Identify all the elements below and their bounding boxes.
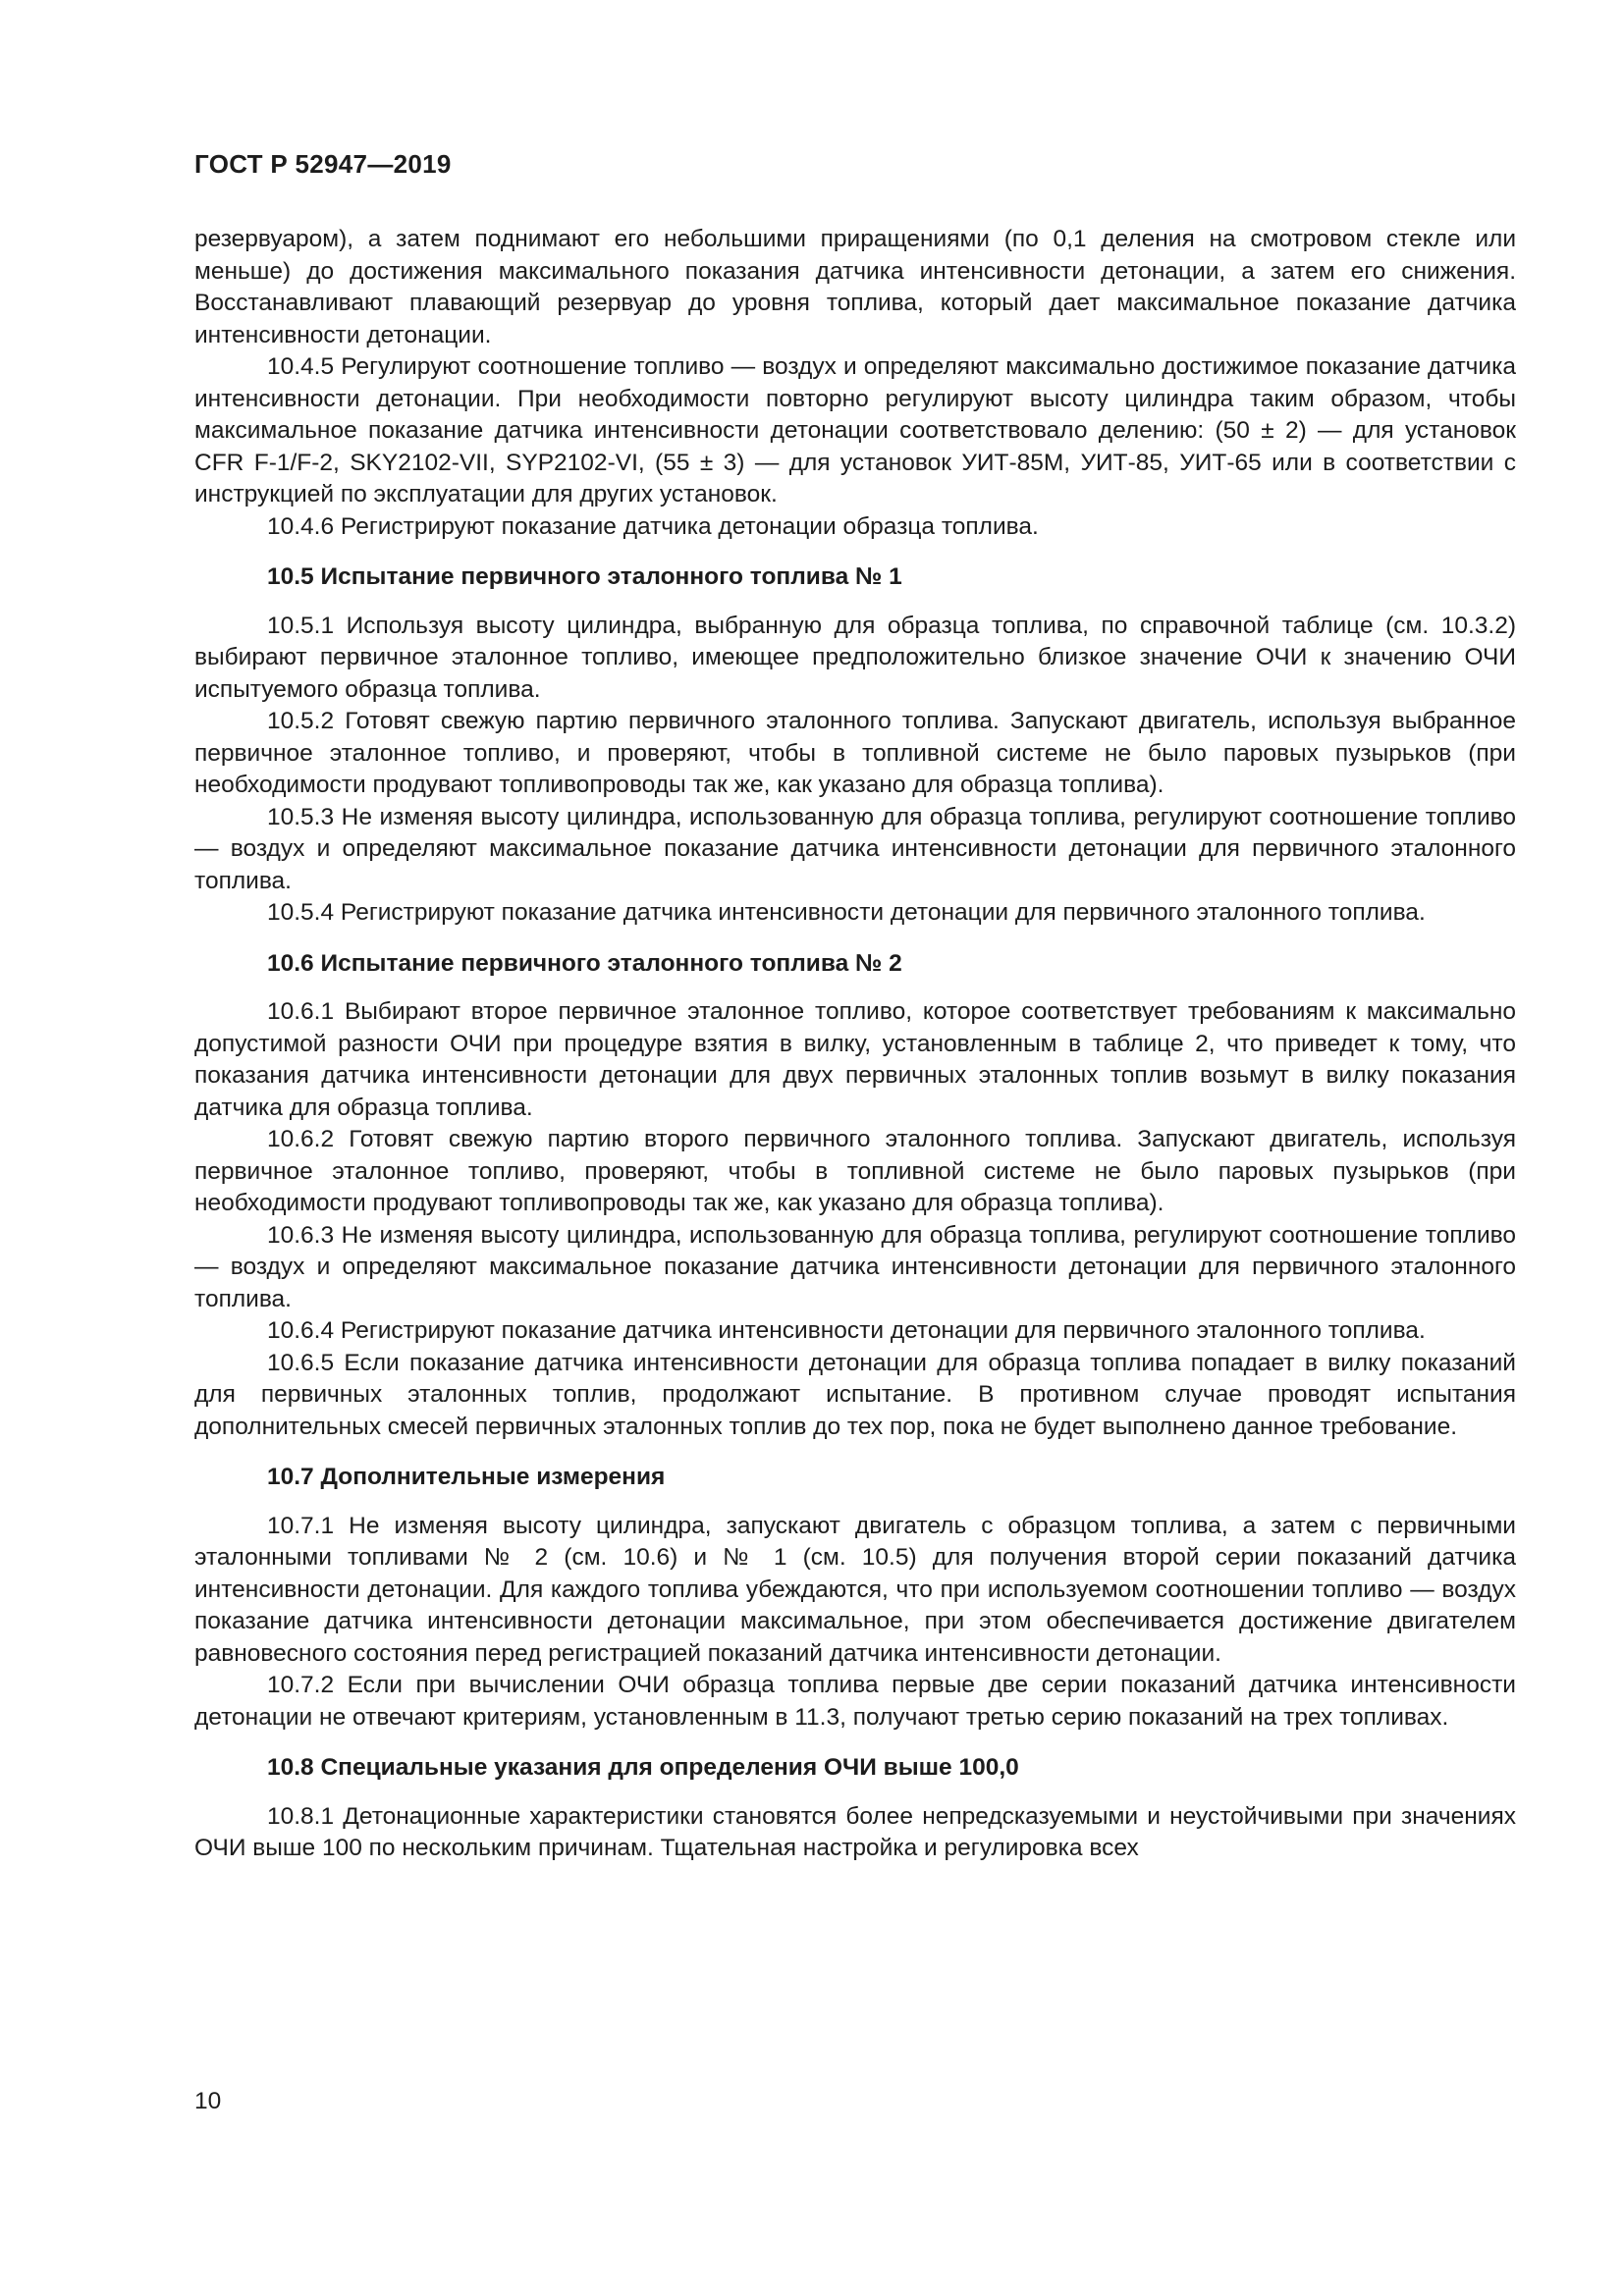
section-heading: 10.7 Дополнительные измерения xyxy=(267,1464,666,1490)
paragraph: 10.5.4 Регистрируют показание датчика интенсивности детонации для первичного эталонного топлива. xyxy=(267,899,1426,926)
document-body xyxy=(194,224,1516,1865)
paragraph: 10.6.2 Готовят свежую партию второго первичного эталонного топлива. Запускают двигатель, используя первичное эталонное топливо, проверяют, чтобы в топливной системе не было паровых пузырьков (при необходимости продувают топливопроводы так же, как указано для образца топлива). xyxy=(194,1126,1516,1216)
paragraph: 10.5.2 Готовят свежую партию первичного эталонного топлива. Запускают двигатель, используя выбранное первичное эталонное топливо, и проверяют, чтобы в топливной системе не было паровых пузырьков (при необходимости продувают топливопроводы так же, как указано для образца топлива). xyxy=(194,708,1516,798)
paragraph: 10.6.1 Выбирают второе первичное эталонное топливо, которое соответствует требованиям к максимально допустимой разности ОЧИ при процедуре взятия в вилку, установленным в таблице 2, что приведет к тому, что показания датчика интенсивности детонации для двух первичных эталонных топлив возьмут в вилку показания датчика для образца топлива. xyxy=(194,998,1516,1121)
paragraph: 10.8.1 Детонационные характеристики становятся более непредсказуемыми и неустойчивыми при значениях ОЧИ выше 100 по нескольким причинам. Тщательная настройка и регулировка всех xyxy=(194,1802,1516,1861)
section-heading: 10.6 Испытание первичного эталонного топлива № 2 xyxy=(267,949,902,977)
page-number: 10 xyxy=(194,2088,222,2114)
page-header: ГОСТ Р 52947—2019 xyxy=(194,149,452,179)
paragraph: резервуаром), а затем поднимают его небольшими приращениями (по 0,1 деления на смотровом стекле или меньше) до достижения максимального показания датчика интенсивности детонации, а затем его снижения. Восстанавливают плавающий резервуар до уровня топлива, который дает максимальное показание датчика интенсивности детонации. xyxy=(194,226,1516,348)
section-heading: 10.8 Специальные указания для определения ОЧИ выше 100,0 xyxy=(267,1754,1019,1781)
paragraph: 10.7.2 Если при вычислении ОЧИ образца топлива первые две серии показаний датчика интенсивности детонации не отвечают критериям, установленным в 11.3, получают третью серию показаний на трех топливах. xyxy=(194,1672,1516,1731)
paragraph: 10.6.5 Если показание датчика интенсивности детонации для образца топлива попадает в вилку показаний для первичных эталонных топлив, продолжают испытание. В противном случае проводят испытания дополнительных смесей первичных эталонных топлив до тех пор, пока не будет выполнено данное требование. xyxy=(194,1349,1516,1440)
paragraph: 10.6.4 Регистрируют показание датчика интенсивности детонации для первичного эталонного топлива. xyxy=(267,1317,1426,1344)
paragraph: 10.7.1 Не изменяя высоту цилиндра, запускают двигатель с образцом топлива, а затем с первичными эталонными топливами № 2 (см. 10.6) и № 1 (см. 10.5) для получения второй серии показаний датчика интенсивности детонации. Для каждого топлива убеждаются, что при используемом соотношении топливо — воздух показание датчика интенсивности детонации максимальное, при этом обеспечивается достижение двигателем равновесного состояния перед регистрацией показаний датчика интенсивности детонации. xyxy=(194,1512,1516,1667)
paragraph: 10.5.1 Используя высоту цилиндра, выбранную для образца топлива, по справочной таблице (см. 10.3.2) выбирают первичное эталонное топливо, имеющее предположительно близкое значение ОЧИ к значению ОЧИ испытуемого образца топлива. xyxy=(194,612,1516,703)
section-heading: 10.5 Испытание первичного эталонного топлива № 1 xyxy=(267,563,902,590)
paragraph: 10.4.6 Регистрируют показание датчика детонации образца топлива. xyxy=(267,512,1039,540)
paragraph: 10.5.3 Не изменяя высоту цилиндра, использованную для образца топлива, регулируют соотношение топливо — воздух и определяют максимальное показание датчика интенсивности детонации для первичного эталонного топлива. xyxy=(194,803,1516,894)
paragraph: 10.4.5 Регулируют соотношение топливо — воздух и определяют максимально достижимое показание датчика интенсивности детонации. При необходимости повторно регулируют высоту цилиндра таким образом, чтобы максимальное показание датчика интенсивности детонации соответствовало делению: (50 ± 2) — для установок CFR F-1/F-2, SKY2102-VII, SYP2102-VI, (55 ± 3) — для установок УИТ-85М, УИТ-85, УИТ-65 или в соответствии с инструкцией по эксплуатации для других установок. xyxy=(194,353,1516,507)
paragraph: 10.6.3 Не изменяя высоту цилиндра, использованную для образца топлива, регулируют соотношение топливо — воздух и определяют максимальное показание датчика интенсивности детонации для первичного эталонного топлива. xyxy=(194,1221,1516,1312)
